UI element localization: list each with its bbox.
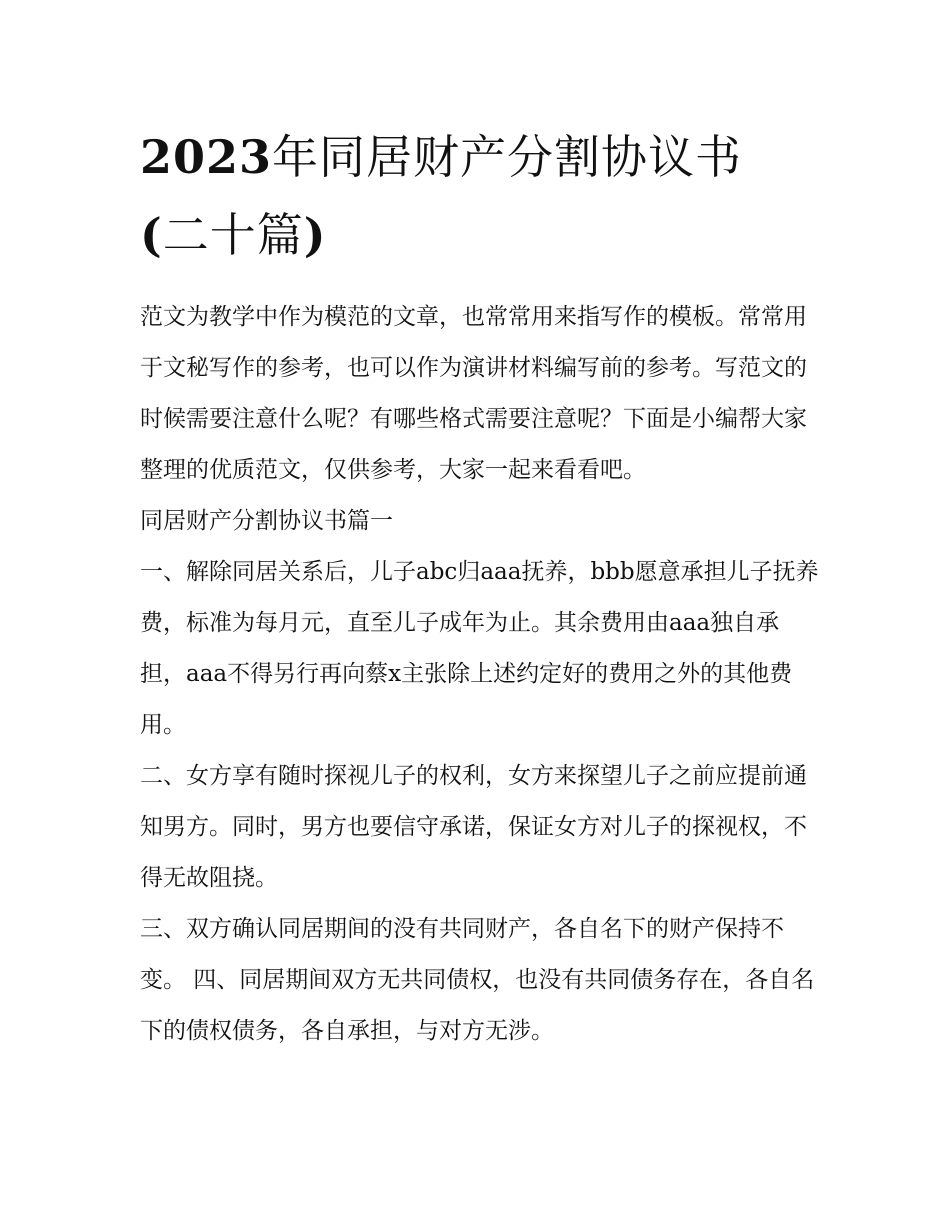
title-line2: 二十篇: [162, 208, 304, 262]
clause-paragraph-1: 一、解除同居关系后，儿子abc归aaa抚养，bbb愿意承担儿子抚养费，标准为每月元，直至儿子成年为止。其余费用由aaa独自承担，aaa不得另行再向蔡x主张除上述约定好的费用之外的其他费用。: [140, 559, 819, 738]
clause-paragraph-3: 三、双方确认同居期间的没有共同财产，各自名下的财产保持不变。 四、同居期间双方无共同债权，也没有共同债务存在，各自名下的债权债务，各自承担，与对方无涉。: [140, 916, 815, 1044]
clause-paragraph-2: 二、女方享有随时探视儿子的权利，女方来探望儿子之前应提前通知男方。同时，男方也要信守承诺，保证女方对儿子的探视权，不得无故阻挠。: [140, 763, 807, 891]
title-open-paren: (: [140, 208, 163, 262]
title-line1: 年同居财产分割协议书: [272, 130, 743, 184]
intro-paragraph: 范文为教学中作为模范的文章，也常常用来指写作的模板。常常用于文秘写作的参考，也可以作为演讲材料编写前的参考。写范文的时候需要注意什么呢？有哪些格式需要注意呢？下面是小编帮大家整理的优质范文，仅供参考，大家一起来看看吧。: [140, 304, 807, 483]
title-year: 2023: [140, 130, 273, 184]
document-page: [140, 118, 820, 1057]
document-body: [140, 292, 820, 1057]
section-heading: 同居财产分割协议书篇一: [140, 508, 393, 534]
document-title: [140, 118, 820, 274]
title-close-paren: ): [303, 208, 327, 262]
